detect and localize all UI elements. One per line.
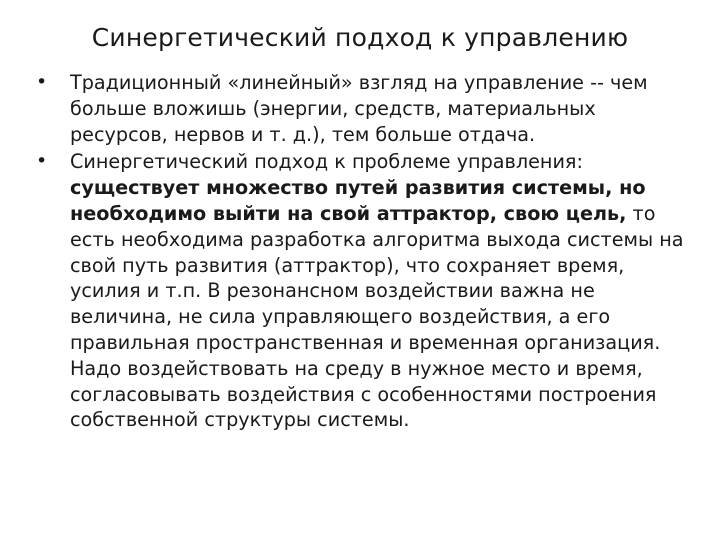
bullet-rest-text: то есть необходима разработка алгоритма выхода системы на свой путь развития (аттрактор), что сохраняет время, усилия и т.п. В резонансном воздействии важна не величина, не сила управляющего воздействия, а его правильная пространственная и временная организация. Надо воздействовать на среду в нужное место и время, согласовывать воздействия с особенностями построения собственной структуры системы. [70, 201, 684, 432]
bullet-lead-text: Синергетический подход к проблеме управления: [70, 150, 583, 174]
bullet-text: Традиционный «линейный» взгляд на управление -- чем больше вложишь (энергии, средств, материальных ресурсов, нервов и т. д.), тем больше отдача. [70, 71, 648, 146]
bullet-item-traditional [36, 70, 698, 147]
bullet-icon: • [36, 71, 48, 93]
slide-title: Синергетический подход к управлению [91, 23, 629, 52]
bullet-bold-text: существует множество путей развития системы, но необходимо выйти на свой аттрактор, свою цель, [70, 176, 646, 225]
bullet-item-synergetic [36, 149, 698, 433]
bullet-icon: • [36, 150, 48, 173]
bullet-list [36, 70, 698, 435]
